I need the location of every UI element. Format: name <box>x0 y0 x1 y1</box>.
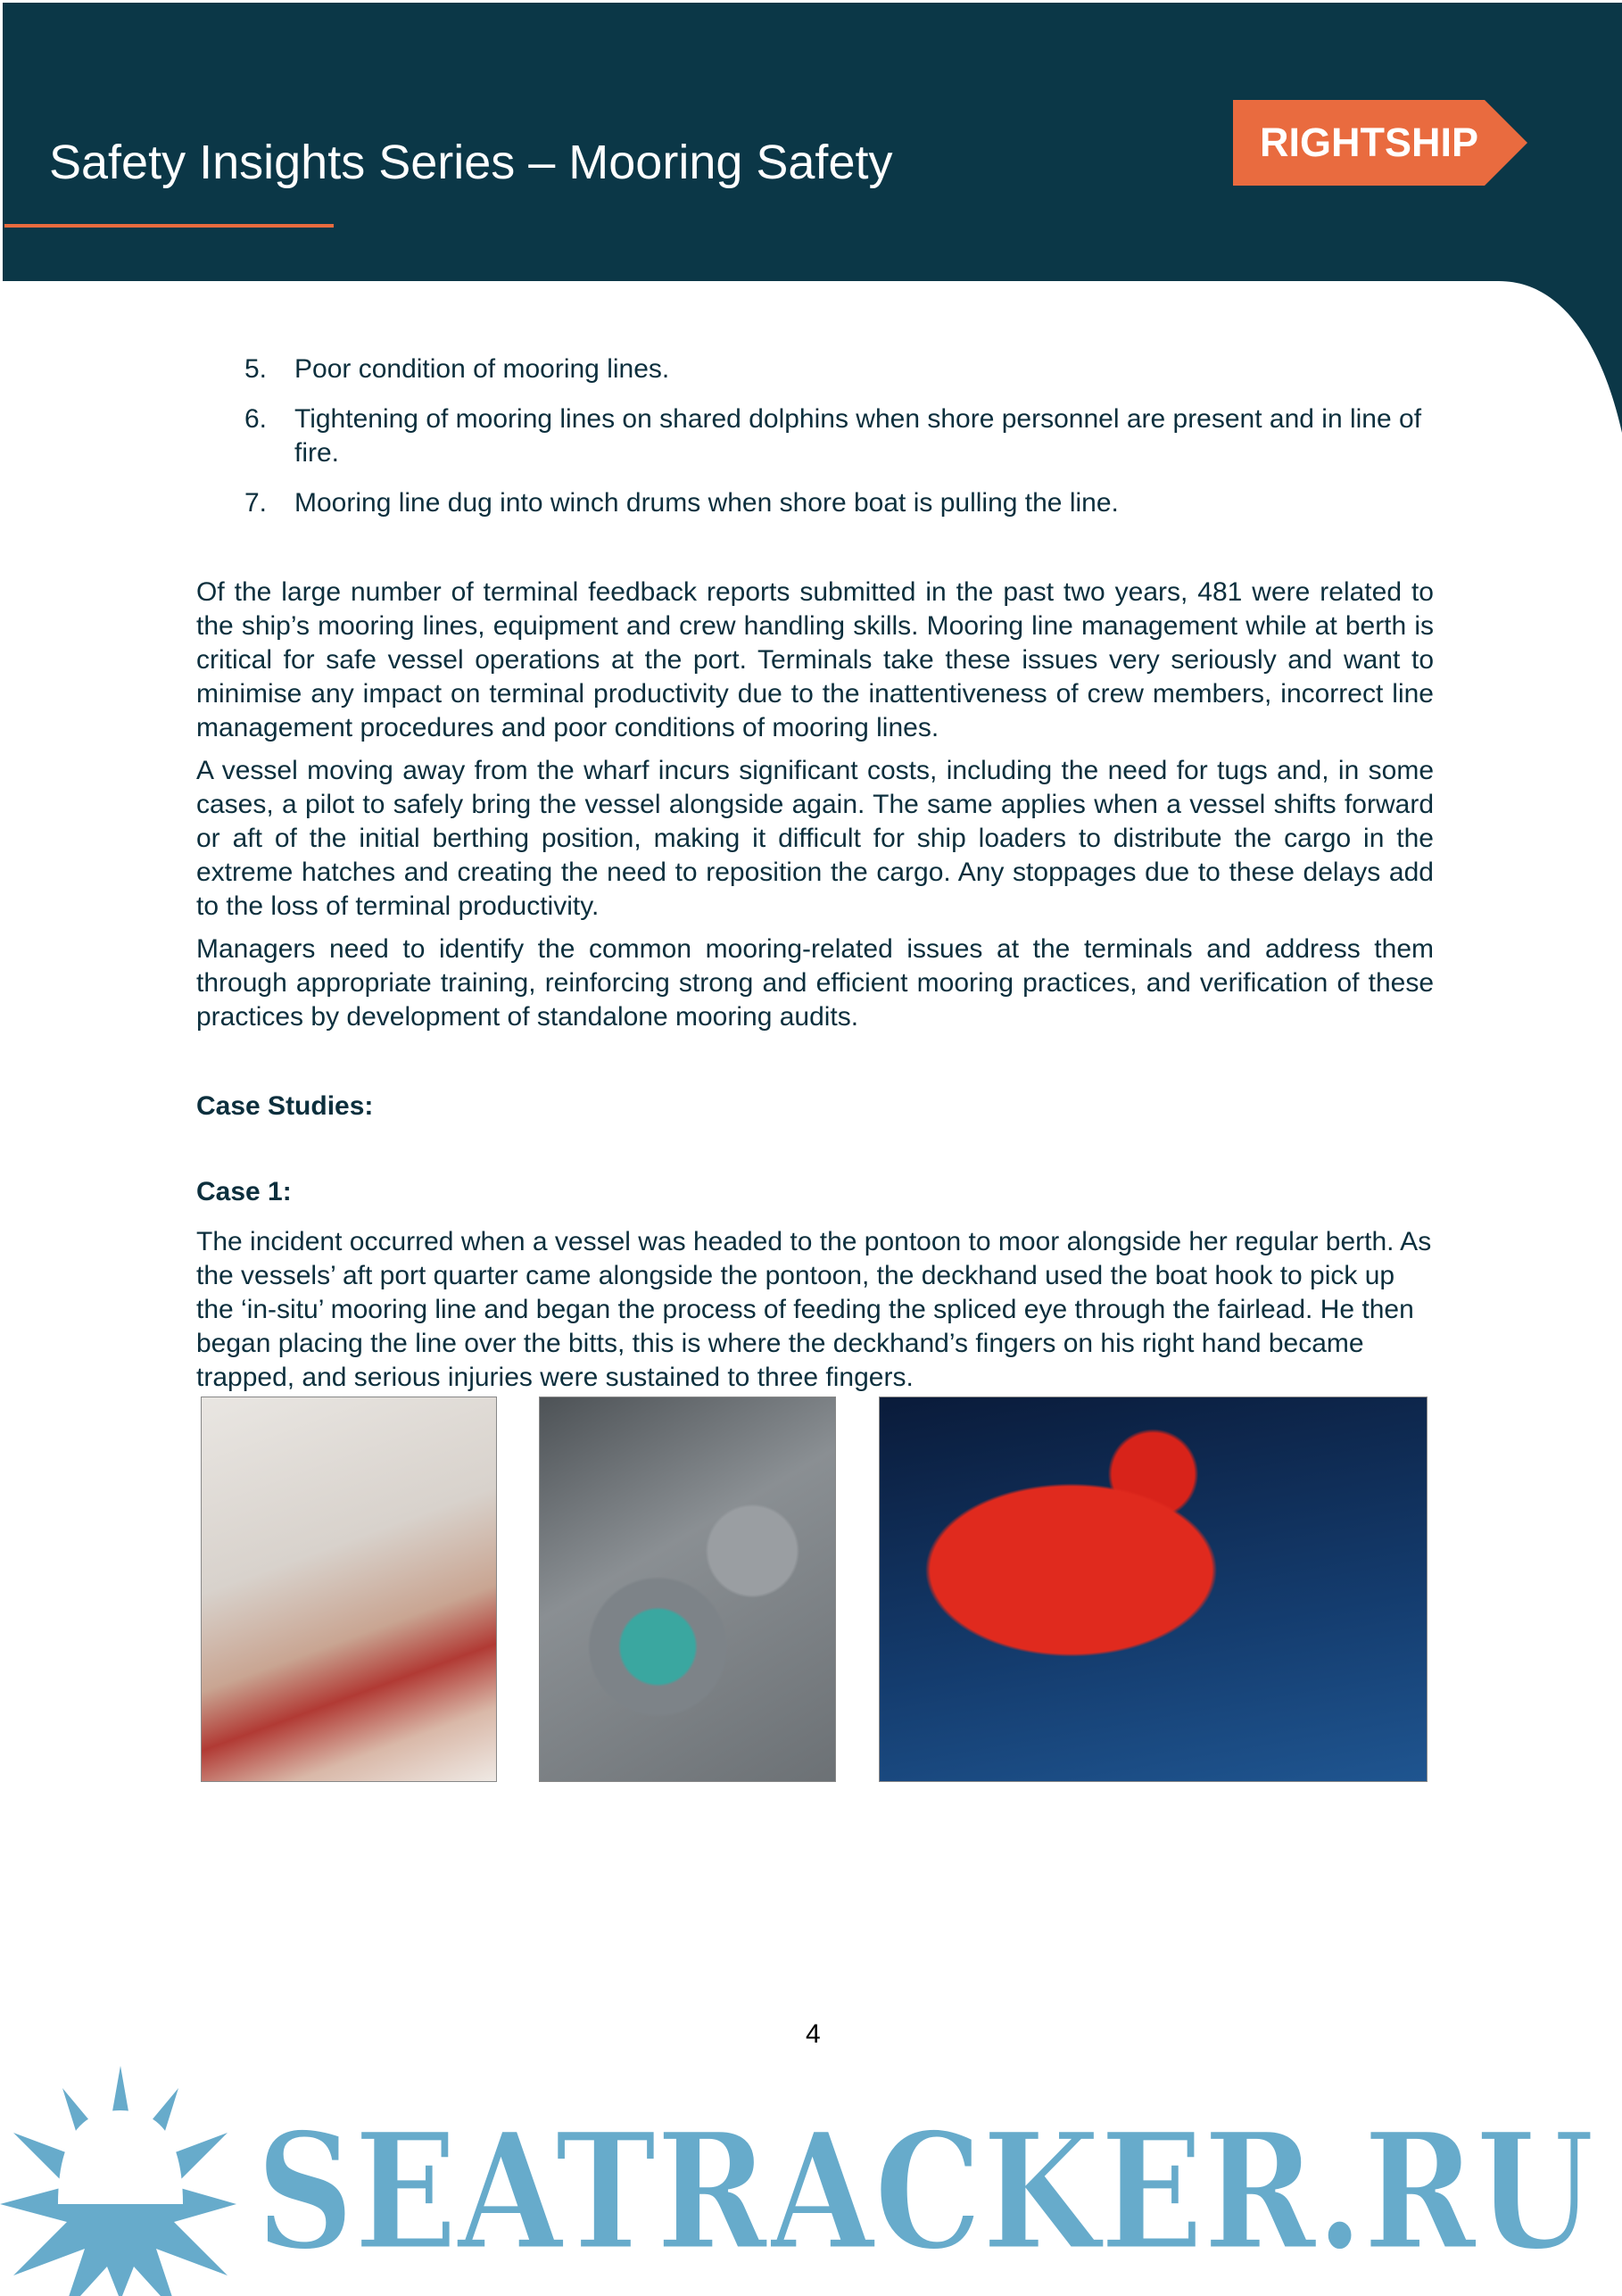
list-number: 7. <box>244 488 268 518</box>
paragraph: A vessel moving away from the wharf incurs significant costs, including the need for tugs and, in some cases, a pilot to safely bring the vessel alongside again. The same applies when a vessel shifts forward or aft of the initial berthing position, making it difficult for ship loaders to distribute the cargo in the extreme hatches and creating the need to reposition the cargo. Any stoppages due to these delays add to the loss of terminal productivity. <box>196 756 1434 921</box>
list-number: 5. <box>244 354 268 384</box>
numbered-list <box>244 352 1434 520</box>
rightship-logo <box>1233 100 1527 186</box>
paragraph: Of the large number of terminal feedback reports submitted in the past two years, 481 were related to the ship’s mooring lines, equipment and crew handling skills. Mooring line management while at berth is critical for safe vessel operations at the port. Terminals take these issues very seriously and want to minimise any impact on terminal productivity due to the inattentiveness of crew members, incorrect line management procedures and poor conditions of mooring lines. <box>196 577 1434 742</box>
list-text: Tightening of mooring lines on shared dolphins when shore personnel are present and in line of fire. <box>294 404 1422 468</box>
photo-row <box>196 1397 1434 1782</box>
case1-heading: Case 1: <box>196 1177 292 1206</box>
list-item <box>244 402 1434 470</box>
logo-text: RIGHTSHIP <box>1260 120 1479 165</box>
mooring-bitts-photo <box>539 1397 836 1782</box>
list-item <box>244 486 1434 520</box>
case1-text: The incident occurred when a vessel was headed to the pontoon to moor alongside her regular berth. As the vessels’ aft port quarter came alongside the pontoon, the deckhand used the boat hook to pick up the ‘in-situ’ mooring line and began the process of feeding the spliced eye through the fairlead. He then began placing the line over the bitts, this is where the deckhand’s fingers on his right hand became trapped, and serious injuries were sustained to three fingers. <box>196 1227 1432 1392</box>
list-item <box>244 352 1434 386</box>
list-number: 6. <box>244 404 268 434</box>
page-content <box>196 352 1434 1782</box>
list-text: Poor condition of mooring lines. <box>294 354 670 384</box>
incident-illustration <box>879 1397 1428 1782</box>
page-title: Safety Insights Series – Mooring Safety <box>49 136 893 189</box>
paragraph: Managers need to identify the common mooring-related issues at the terminals and address them through appropriate training, reinforcing strong and efficient mooring practices, and verification of these practices by development of standalone mooring audits. <box>196 934 1434 1032</box>
seatracker-watermark <box>0 2057 1622 2296</box>
title-underline <box>4 224 334 228</box>
watermark-text: SEATRACKER.RU <box>256 2098 1594 2286</box>
page-number: 4 <box>806 2019 821 2049</box>
header-curve <box>1428 281 1622 433</box>
case-studies-heading: Case Studies: <box>196 1091 374 1121</box>
injured-fingers-photo <box>201 1397 497 1782</box>
list-text: Mooring line dug into winch drums when shore boat is pulling the line. <box>294 488 1119 518</box>
